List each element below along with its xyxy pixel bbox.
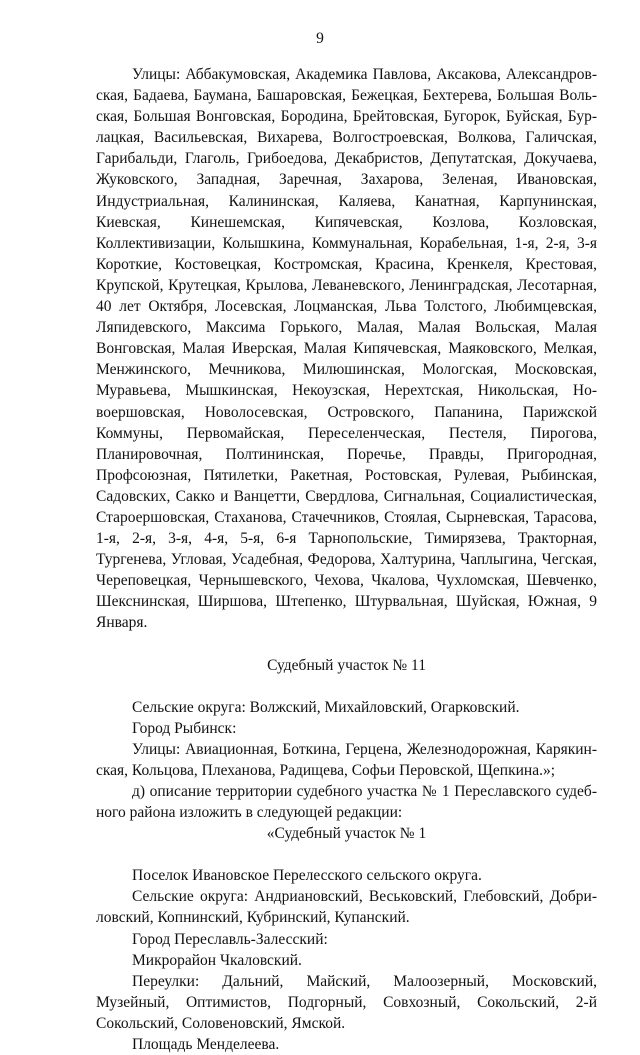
square-line: Площадь Менделеева.: [132, 1036, 280, 1054]
section-heading-district-1: «Судебный участок № 1: [266, 825, 427, 843]
streets-list-paragraph-2: Улицы: Авиационная, Боткина, Герцена, Железнодорожная, Карякинская, Кольцова, Плеханова, Радищева, Софьи Перовской, Щепкина.»;: [96, 740, 597, 779]
streets-list-paragraph: Улицы: Аббакумовская, Академика Павлова, Аксакова, Александровская, Бадаева, Баумана, Башаровская, Бежецкая, Бехтерева, Большая Вольская, Большая Вонговская, Бородина, Брейтовская, Бугорок, Буйская, Бурлацкая, Васильевская, Вихарева, Волгостроевская, Волкова, Галичская, Гарибальди, Глаголь, Грибоедова, Декабристов, Депутатская, Докучаева, Жуковского, Западная, Заречная, Захарова, Зеленая, Ивановская, Индустриальная, Калининская, Каляева, Канатная, Карпунинская, Киевская, Кинешемская, Кипячевская, Козлова, Козловская, Коллективизации, Колышкина, Коммунальная, Корабельная, 1-я, 2-я, 3-я Короткие, Костовецкая, Костромская, Красина, Кренкеля, Крестовая, Крупской, Крутецкая, Крылова, Леваневского, Ленинградская, Лесотарная, 40 лет Октября, Лосевская, Лоцманская, Льва Толстого, Любимцевская, Ляпидевского, Максима Горького, Малая, Малая Вольская, Малая Вонговская, Малая Иверская, Малая Кипячевская, Маяковского, Мелкая, Менжинского, Мечникова, Милюшинская, Мологская, Московская, Муравьева, Мышкинская, Некоузская, Нерехтская, Никольская, Новоершовская, Новолосевская, Островского, Папанина, Парижской Коммуны, Первомайская, Переселенческая, Пестеля, Пирогова, Планировочная, Полтининская, Поречье, Правды, Пригородная, Профсоюзная, Пятилетки, Ракетная, Ростовская, Рулевая, Рыбинская, Садовских, Сакко и Ванцетти, Свердлова, Сигнальная, Социалистическая, Староершовская, Стаханова, Стачечников, Стоялая, Сырневская, Тарасова, 1-я, 2-я, 3-я, 4-я, 5-я, 6-я Тарнопольские, Тимирязева, Тракторная, Тургенева, Угловая, Усадебная, Федорова, Халтурина, Чаплыгина, Чегская, Череповецкая, Чернышевского, Чехова, Чкалова, Чухломская, Шевченко, Шекснинская, Ширшова, Штепенко, Штурвальная, Шуйская, Южная, 9 Января.: [96, 66, 597, 632]
rural-districts-paragraph-2: Сельские округа: Андриановский, Веськовский, Глебовский, Добриловский, Копнинский, Кубринский, Купанский.: [96, 888, 597, 927]
clause-d-paragraph: д) описание территории судебного участка № 1 Переславского судебного района изложить в следующей редакции:: [96, 783, 597, 822]
settlement-line: Поселок Ивановское Перелесского сельского округа.: [132, 867, 482, 885]
microdistrict-line: Микрорайон Чкаловский.: [132, 951, 302, 969]
rural-districts-paragraph: Сельские округа: Волжский, Михайловский, Огарковский.: [132, 698, 520, 716]
city-rybinsk-line: Город Рыбинск:: [132, 719, 237, 737]
lanes-paragraph: Переулки: Дальний, Майский, Малоозерный, Московский, Музейный, Оптимистов, Подгорный, Совхозный, Сокольский, 2-й Сокольский, Соловеновский, Ямской.: [96, 972, 597, 1032]
page-number: 9: [316, 30, 324, 47]
section-heading-district-11: Судебный участок № 11: [267, 656, 426, 674]
document-body: [96, 64, 597, 1055]
city-pereslavl-line: Город Переславль-Залесский:: [132, 930, 328, 948]
